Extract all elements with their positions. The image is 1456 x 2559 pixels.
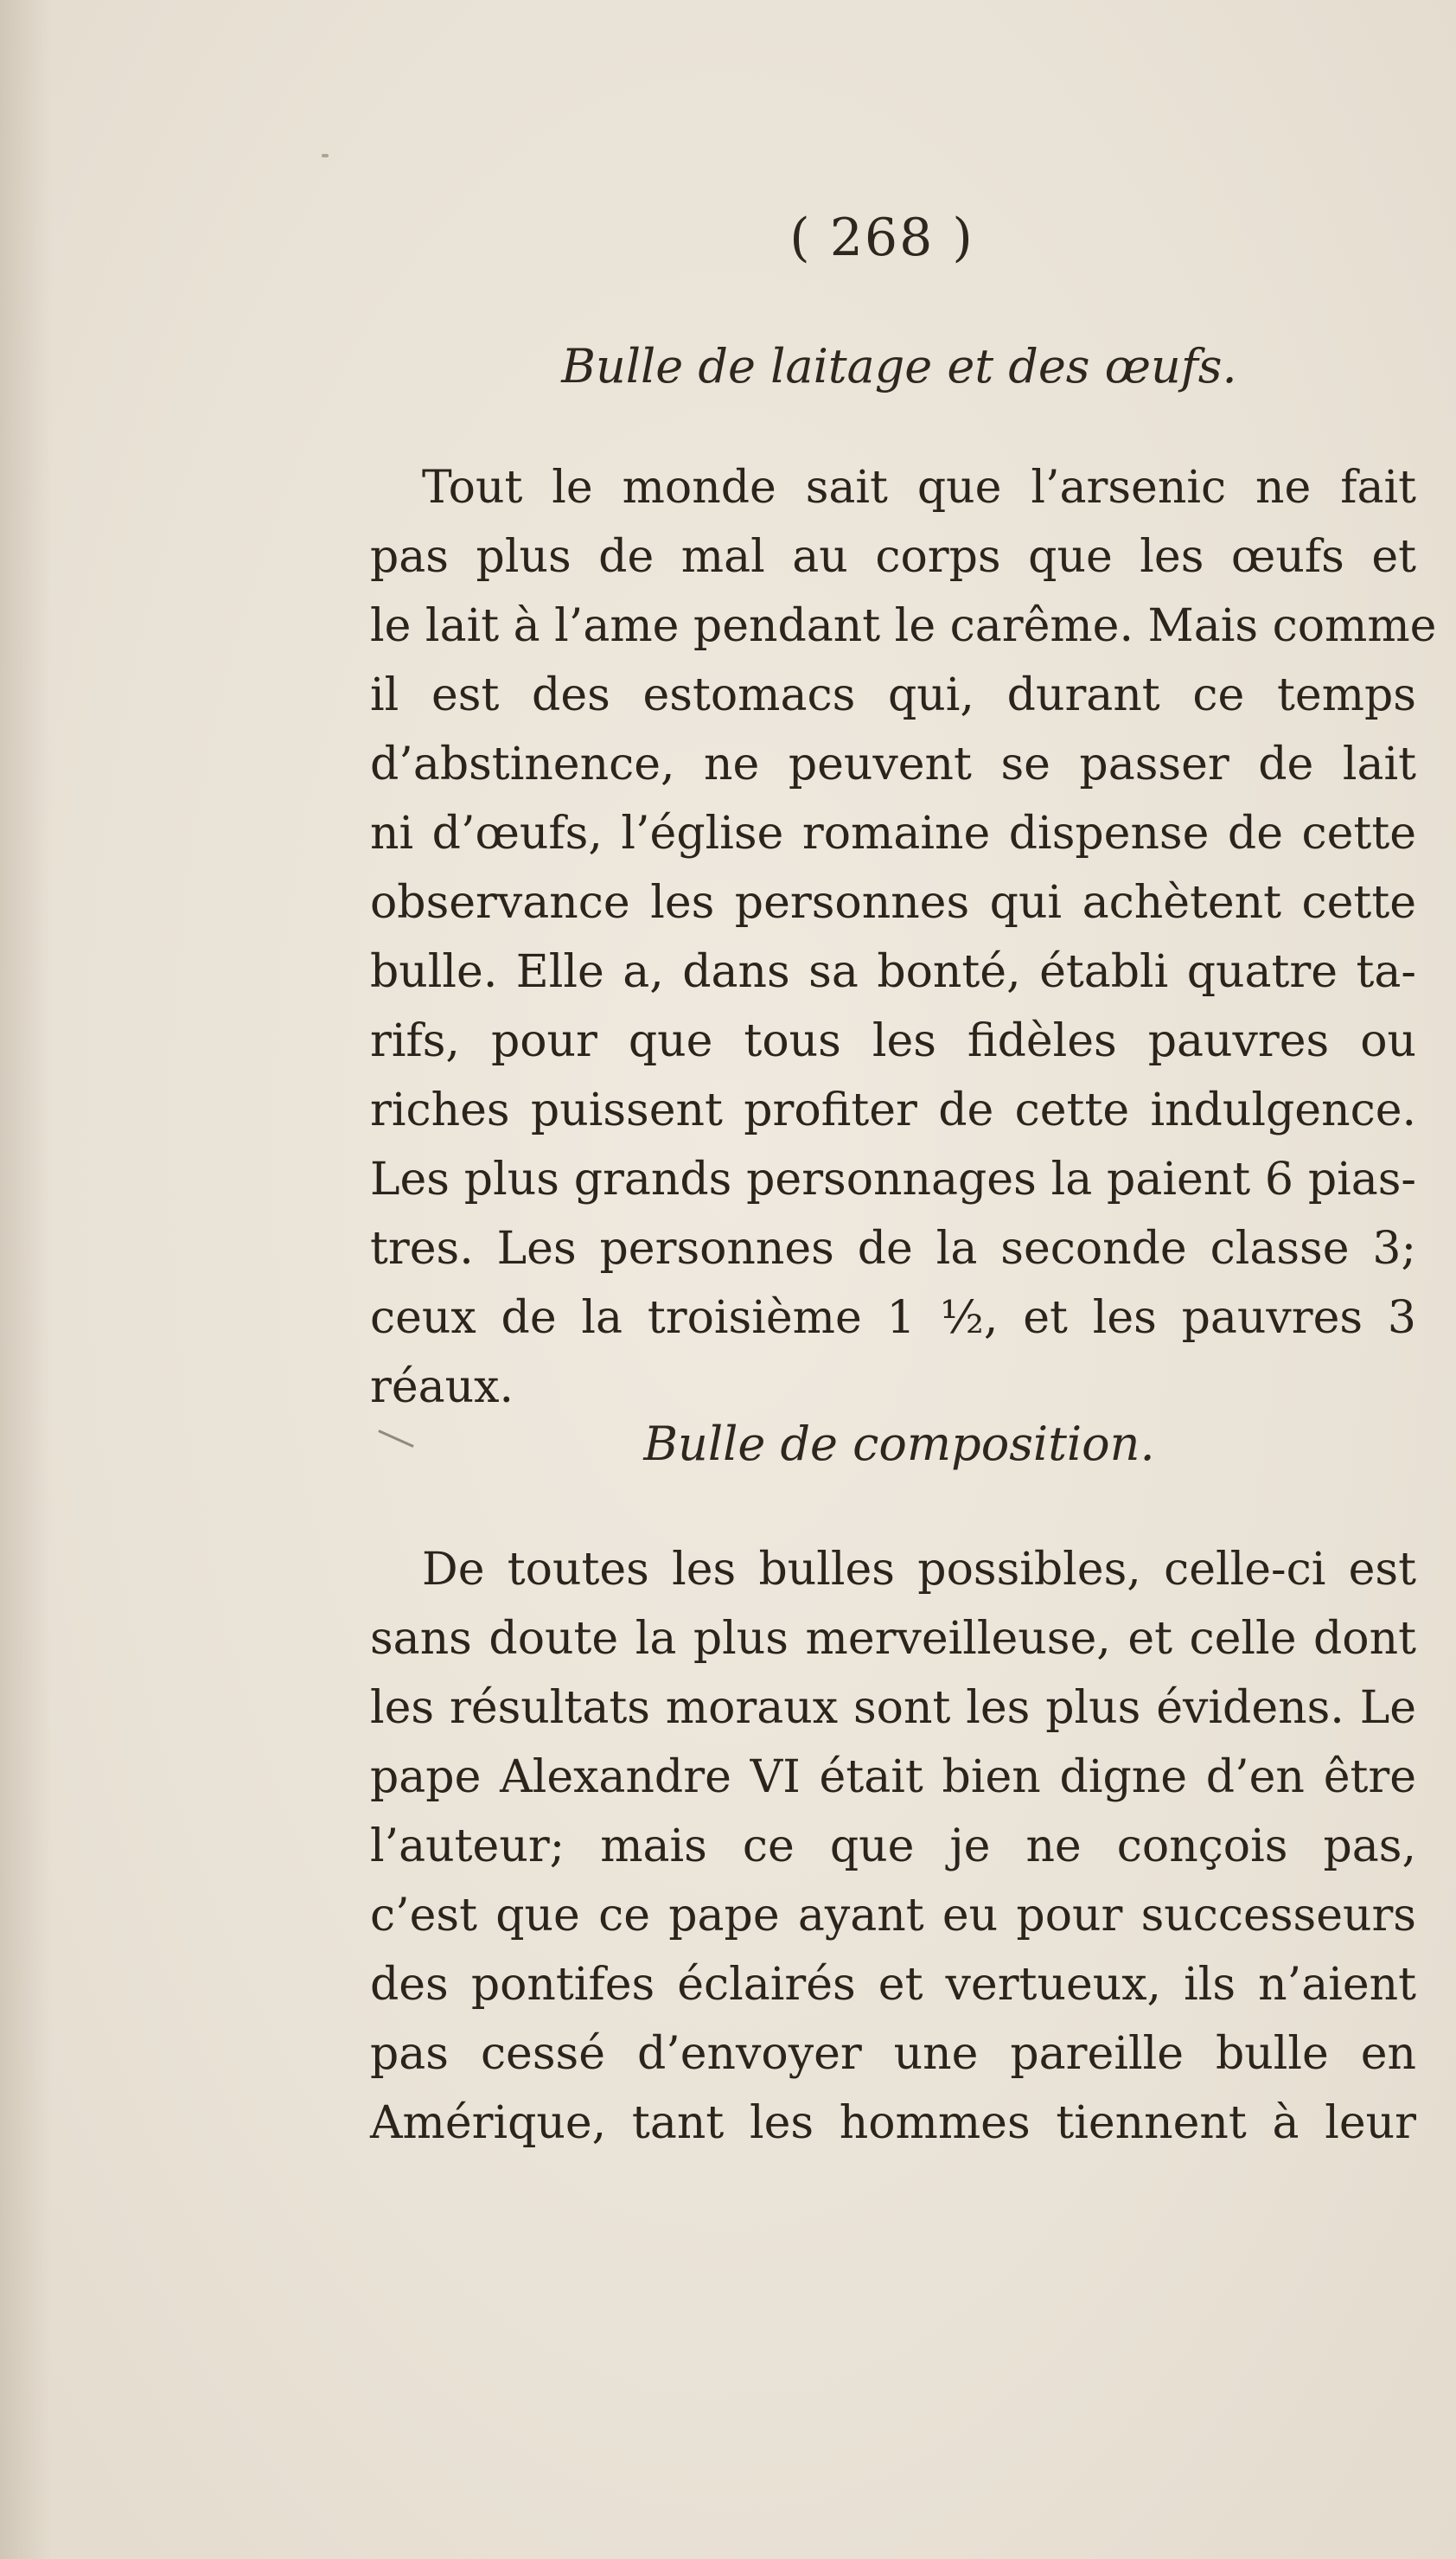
- text-line: ceux de la troisième 1 ½, et les pauvres 3: [370, 1292, 1416, 1344]
- page-number: ( 268 ): [789, 208, 974, 268]
- text-line: De toutes les bulles possibles, celle-ci est: [422, 1544, 1416, 1596]
- section-heading: Bulle de composition.: [643, 1417, 1155, 1471]
- text-line: pape Alexandre VI était bien digne d’en être: [370, 1751, 1416, 1803]
- text-line: les résultats moraux sont les plus évidens. Le: [370, 1682, 1416, 1734]
- text-line: pas cessé d’envoyer une pareille bulle en: [370, 2028, 1416, 2080]
- text-line: observance les personnes qui achètent cette: [370, 877, 1416, 929]
- text-line: tres. Les personnes de la seconde classe 3;: [370, 1223, 1416, 1275]
- text-line: il est des estomacs qui, durant ce temps: [370, 669, 1416, 721]
- paragraph: [370, 453, 1437, 1422]
- text-line: riches puissent profiter de cette indulgence.: [370, 1084, 1416, 1136]
- text-line: pas plus de mal au corps que les œufs et: [370, 531, 1416, 583]
- paragraph: [370, 1535, 1416, 2158]
- text-line: ni d’œufs, l’église romaine dispense de cette: [370, 808, 1416, 860]
- text-line: Tout le monde sait que l’arsenic ne fait: [422, 462, 1416, 514]
- text-line: l’auteur; mais ce que je ne conçois pas,: [370, 1820, 1416, 1872]
- text-line: Les plus grands personnages la paient 6 pias-: [370, 1154, 1416, 1206]
- text-line: le lait à l’ame pendant le carême. Mais comme: [370, 600, 1437, 652]
- ink-speck: [322, 154, 329, 157]
- text-line: sans doute la plus merveilleuse, et celle dont: [370, 1613, 1416, 1665]
- text-line: réaux.: [370, 1361, 514, 1413]
- text-line: d’abstinence, ne peuvent se passer de lait: [370, 739, 1416, 790]
- text-line: Amérique, tant les hommes tiennent à leur: [370, 2097, 1416, 2149]
- text-line: rifs, pour que tous les fidèles pauvres ou: [370, 1015, 1416, 1067]
- text-line: des pontifes éclairés et vertueux, ils n’aient: [370, 1959, 1416, 2011]
- text-line: bulle. Elle a, dans sa bonté, établi quatre ta-: [370, 946, 1416, 998]
- text-line: c’est que ce pape ayant eu pour successeurs: [370, 1890, 1416, 1942]
- section-heading: Bulle de laitage et des œufs.: [561, 339, 1237, 393]
- spine-shadow: [0, 0, 52, 2559]
